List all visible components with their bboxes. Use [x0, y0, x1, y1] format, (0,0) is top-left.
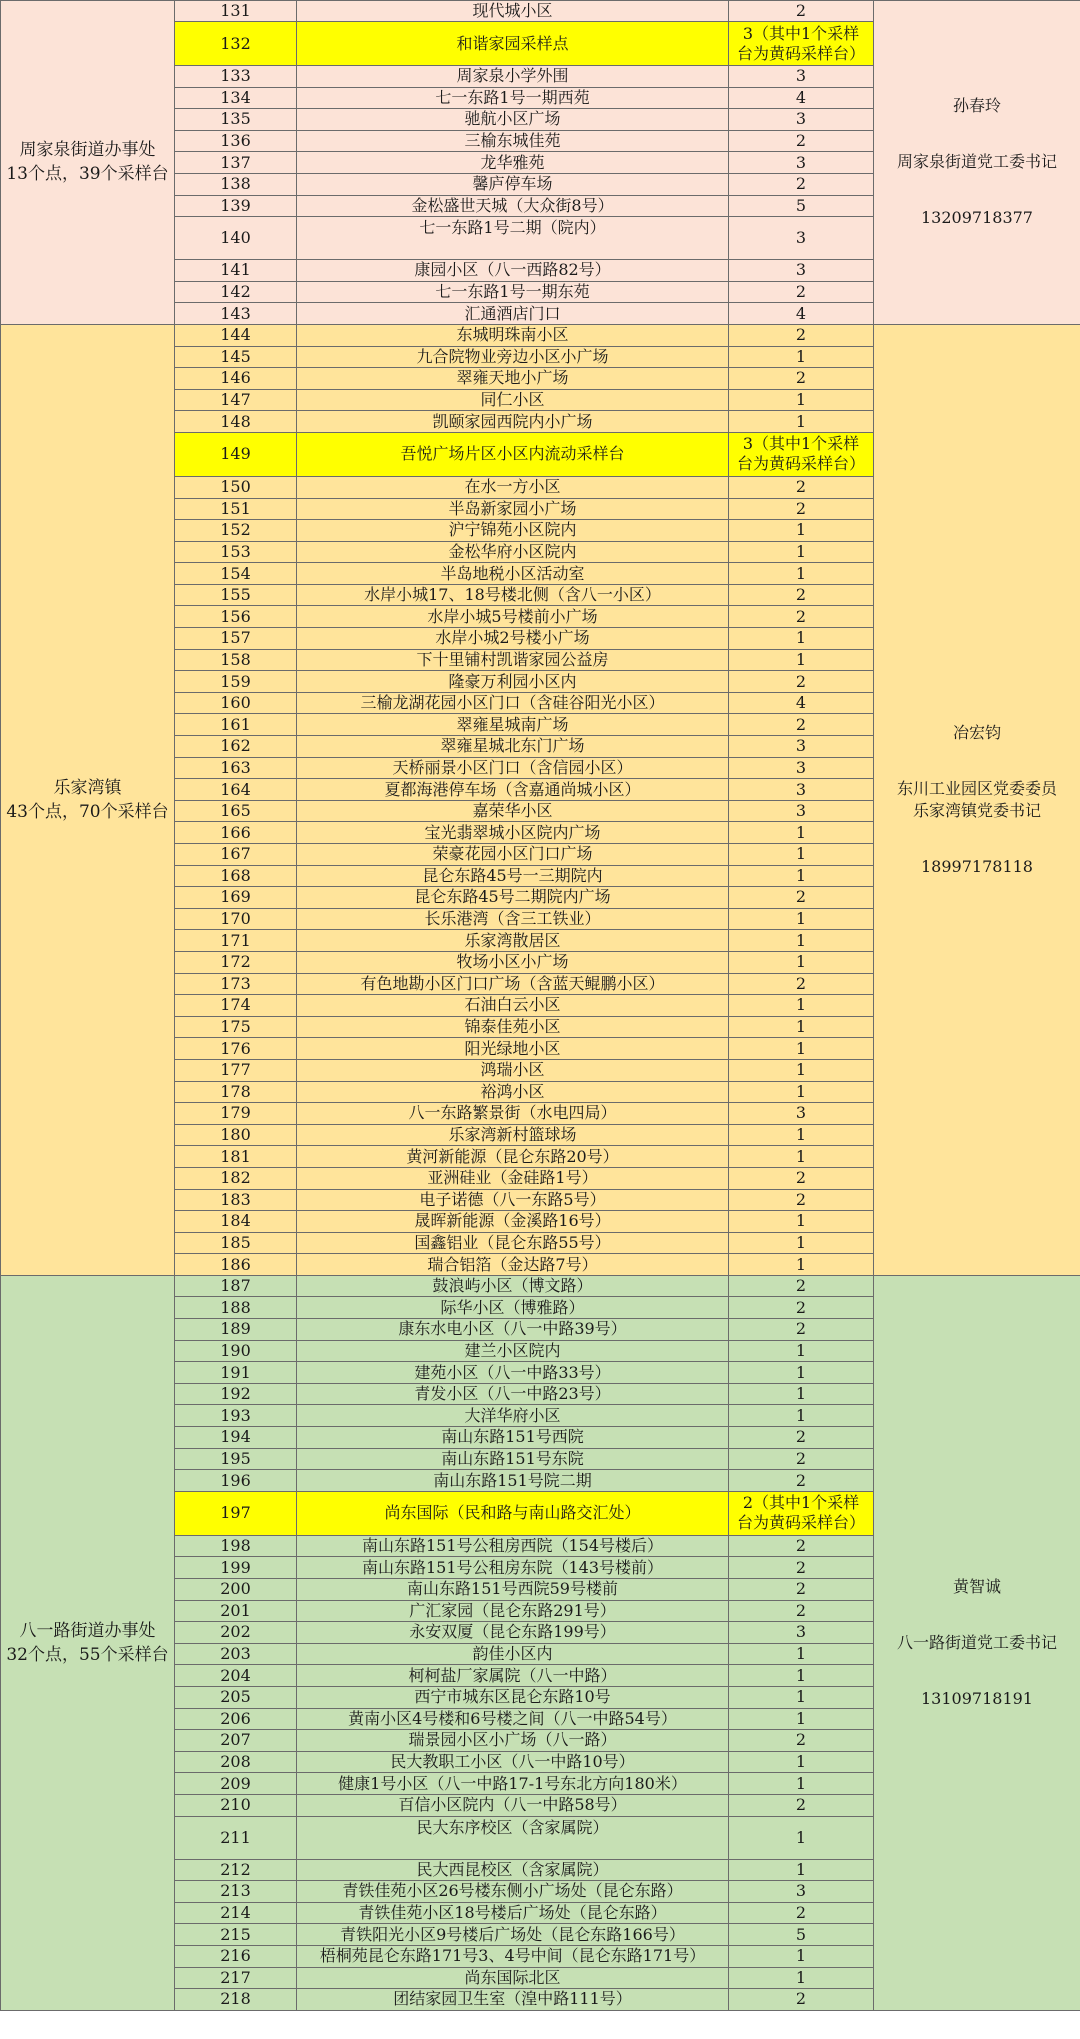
- station-count: 5: [729, 195, 874, 217]
- row-number: 203: [175, 1643, 297, 1665]
- station-count: 1: [729, 844, 874, 866]
- station-count: 2: [729, 1902, 874, 1924]
- site-name: 鼓浪屿小区（博文路）: [297, 1275, 729, 1297]
- station-count: 3: [729, 217, 874, 260]
- site-name: 南山东路151号院二期: [297, 1470, 729, 1492]
- station-count: 3: [729, 152, 874, 174]
- site-name: 乐家湾散居区: [297, 930, 729, 952]
- site-name: 半岛地税小区活动室: [297, 563, 729, 585]
- row-number: 133: [175, 66, 297, 88]
- site-name: 青铁阳光小区9号楼后广场处（昆仑东路166号）: [297, 1924, 729, 1946]
- site-name: 团结家园卫生室（湟中路111号）: [297, 1989, 729, 2011]
- station-count: 1: [729, 1708, 874, 1730]
- site-name: 汇通酒店门口: [297, 303, 729, 325]
- station-count: 1: [729, 822, 874, 844]
- station-count: 1: [729, 1816, 874, 1859]
- station-count: 3（其中1个采样台为黄码采样台）: [729, 22, 874, 66]
- station-count: 3: [729, 1622, 874, 1644]
- station-count: 1: [729, 1232, 874, 1254]
- row-number: 168: [175, 865, 297, 887]
- station-count: 1: [729, 1859, 874, 1881]
- site-name: 半岛新家园小广场: [297, 498, 729, 520]
- site-name: 健康1号小区（八一中路17-1号东北方向180米）: [297, 1773, 729, 1795]
- station-count: 4: [729, 303, 874, 325]
- station-count: 3: [729, 779, 874, 801]
- row-number: 201: [175, 1600, 297, 1622]
- site-name: 南山东路151号西院59号楼前: [297, 1579, 729, 1601]
- site-name: 永安双厦（昆仑东路199号）: [297, 1622, 729, 1644]
- site-name: 锦泰佳苑小区: [297, 1016, 729, 1038]
- row-number: 148: [175, 411, 297, 433]
- station-count: 1: [729, 951, 874, 973]
- station-count: 2: [729, 1730, 874, 1752]
- row-number: 210: [175, 1794, 297, 1816]
- station-count: 1: [729, 411, 874, 433]
- row-number: 191: [175, 1362, 297, 1384]
- site-name: 南山东路151号公租房东院（143号楼前）: [297, 1557, 729, 1579]
- contact-cell: [874, 324, 1080, 1275]
- site-name: 尚东国际北区: [297, 1967, 729, 1989]
- row-number: 183: [175, 1189, 297, 1211]
- site-name: 阳光绿地小区: [297, 1038, 729, 1060]
- row-number: 190: [175, 1340, 297, 1362]
- row-number: 137: [175, 152, 297, 174]
- station-count: 2: [729, 324, 874, 346]
- contact-name: 冶宏钧: [952, 722, 1001, 742]
- station-count: 1: [729, 346, 874, 368]
- row-number: 200: [175, 1579, 297, 1601]
- site-name: 有色地勘小区门口广场（含蓝天鲲鹏小区）: [297, 973, 729, 995]
- row-number: 146: [175, 368, 297, 390]
- station-count: 2: [729, 130, 874, 152]
- row-number: 131: [175, 1, 297, 22]
- row-number: 149: [175, 432, 297, 476]
- contact-phone: 13209718377: [921, 208, 1033, 228]
- row-number: 218: [175, 1989, 297, 2011]
- site-name: 金松华府小区院内: [297, 541, 729, 563]
- station-count: 1: [729, 1081, 874, 1103]
- site-name: 周家泉小学外围: [297, 66, 729, 88]
- station-count: 2: [729, 173, 874, 195]
- station-count: 1: [729, 520, 874, 542]
- site-name: 青铁佳苑小区26号楼东侧小广场处（昆仑东路）: [297, 1881, 729, 1903]
- row-number: 161: [175, 714, 297, 736]
- row-number: 214: [175, 1902, 297, 1924]
- station-count: 2: [729, 1579, 874, 1601]
- row-number: 184: [175, 1211, 297, 1233]
- site-name: 际华小区（博雅路）: [297, 1297, 729, 1319]
- row-number: 187: [175, 1275, 297, 1297]
- station-count: 3: [729, 736, 874, 758]
- row-number: 169: [175, 887, 297, 909]
- station-count: 1: [729, 1211, 874, 1233]
- row-number: 135: [175, 109, 297, 131]
- table-body: [1, 1, 1080, 2011]
- site-name: 金松盛世天城（大众街8号）: [297, 195, 729, 217]
- station-count: 3: [729, 757, 874, 779]
- row-number: 150: [175, 476, 297, 498]
- site-name: 三榆龙湖花园小区门口（含硅谷阳光小区）: [297, 692, 729, 714]
- site-name: 龙华雅苑: [297, 152, 729, 174]
- site-name: 七一东路1号一期西苑: [297, 87, 729, 109]
- station-count: 2: [729, 584, 874, 606]
- station-count: 4: [729, 692, 874, 714]
- station-count: 2: [729, 1167, 874, 1189]
- row-number: 140: [175, 217, 297, 260]
- site-name: 民大东序校区（含家属院）: [297, 1816, 729, 1859]
- row-number: 175: [175, 1016, 297, 1038]
- station-count: 1: [729, 1016, 874, 1038]
- site-name: 韵佳小区内: [297, 1643, 729, 1665]
- station-count: 1: [729, 1751, 874, 1773]
- row-number: 198: [175, 1535, 297, 1557]
- row-number: 154: [175, 563, 297, 585]
- station-count: 1: [729, 1146, 874, 1168]
- contact-title-line-2: 乐家湾镇党委书记: [912, 800, 1041, 820]
- station-count: 1: [729, 930, 874, 952]
- station-count: 1: [729, 1643, 874, 1665]
- row-number: 167: [175, 844, 297, 866]
- site-name: 柯柯盐厂家属院（八一中路）: [297, 1665, 729, 1687]
- site-name: 翠雍星城南广场: [297, 714, 729, 736]
- row-number: 188: [175, 1297, 297, 1319]
- row-number: 194: [175, 1427, 297, 1449]
- row-number: 207: [175, 1730, 297, 1752]
- row-number: 159: [175, 671, 297, 693]
- row-number: 136: [175, 130, 297, 152]
- station-count: 1: [729, 1362, 874, 1384]
- station-count: 2（其中1个采样台为黄码采样台）: [729, 1491, 874, 1535]
- site-name: 南山东路151号东院: [297, 1448, 729, 1470]
- site-name: 凯颐家园西院内小广场: [297, 411, 729, 433]
- station-count: 1: [729, 389, 874, 411]
- row-number: 164: [175, 779, 297, 801]
- station-count: 1: [729, 995, 874, 1017]
- row-number: 192: [175, 1383, 297, 1405]
- station-count: 1: [729, 628, 874, 650]
- group-name: 八一路街道办事处: [19, 1620, 156, 1641]
- station-count: 2: [729, 606, 874, 628]
- row-number: 171: [175, 930, 297, 952]
- station-count: 1: [729, 563, 874, 585]
- site-name: 沪宁锦苑小区院内: [297, 520, 729, 542]
- contact-title: 周家泉街道党工委书记: [896, 152, 1057, 172]
- station-count: 2: [729, 887, 874, 909]
- site-name: 南山东路151号西院: [297, 1427, 729, 1449]
- site-name: 建苑小区（八一中路33号）: [297, 1362, 729, 1384]
- station-count: 1: [729, 1124, 874, 1146]
- row-number: 132: [175, 22, 297, 66]
- site-name: 昆仑东路45号一三期院内: [297, 865, 729, 887]
- row-number: 166: [175, 822, 297, 844]
- group-name: 乐家湾镇: [53, 777, 122, 798]
- site-name: 亚洲硅业（金硅路1号）: [297, 1167, 729, 1189]
- site-name: 裕鸿小区: [297, 1081, 729, 1103]
- site-name: 翠雍星城北东门广场: [297, 736, 729, 758]
- station-count: 1: [729, 1686, 874, 1708]
- contact-phone: 18997178118: [921, 856, 1033, 876]
- row-number: 157: [175, 628, 297, 650]
- site-name: 梧桐苑昆仑东路171号3、4号中间（昆仑东路171号）: [297, 1945, 729, 1967]
- row-number: 182: [175, 1167, 297, 1189]
- site-name: 瑞景园小区小广场（八一路）: [297, 1730, 729, 1752]
- station-count: 2: [729, 1470, 874, 1492]
- station-count: 1: [729, 1405, 874, 1427]
- row-number: 206: [175, 1708, 297, 1730]
- row-number: 139: [175, 195, 297, 217]
- station-count: 2: [729, 1557, 874, 1579]
- row-number: 204: [175, 1665, 297, 1687]
- station-count: 2: [729, 714, 874, 736]
- site-name: 石油白云小区: [297, 995, 729, 1017]
- row-number: 153: [175, 541, 297, 563]
- site-name: 鸿瑞小区: [297, 1059, 729, 1081]
- row-number: 196: [175, 1470, 297, 1492]
- station-count: 2: [729, 1794, 874, 1816]
- row-number: 134: [175, 87, 297, 109]
- station-count: 2: [729, 1189, 874, 1211]
- site-name: 电子诺德（八一东路5号）: [297, 1189, 729, 1211]
- site-name: 黄南小区4号楼和6号楼之间（八一中路54号）: [297, 1708, 729, 1730]
- row-number: 211: [175, 1816, 297, 1859]
- row-number: 155: [175, 584, 297, 606]
- row-number: 145: [175, 346, 297, 368]
- contact-title-line-1: 东川工业园区党委委员: [896, 778, 1057, 798]
- site-name: 翠雍天地小广场: [297, 368, 729, 390]
- site-name: 九合院物业旁边小区小广场: [297, 346, 729, 368]
- station-count: 2: [729, 281, 874, 303]
- station-count: 1: [729, 1773, 874, 1795]
- row-number: 173: [175, 973, 297, 995]
- station-count: 1: [729, 1945, 874, 1967]
- station-count: 2: [729, 1, 874, 22]
- site-name: 东城明珠南小区: [297, 324, 729, 346]
- station-count: 1: [729, 908, 874, 930]
- row-number: 199: [175, 1557, 297, 1579]
- group-summary: 13个点，39个采样台: [6, 164, 169, 185]
- site-name: 国鑫铝业（昆仑东路55号）: [297, 1232, 729, 1254]
- row-number: 156: [175, 606, 297, 628]
- station-count: 2: [729, 1989, 874, 2011]
- row-number: 138: [175, 173, 297, 195]
- row-number: 151: [175, 498, 297, 520]
- row-number: 180: [175, 1124, 297, 1146]
- row-number: 202: [175, 1622, 297, 1644]
- row-number: 147: [175, 389, 297, 411]
- site-name: 瑞合铝箔（金达路7号）: [297, 1254, 729, 1276]
- row-number: 189: [175, 1319, 297, 1341]
- station-count: 1: [729, 541, 874, 563]
- row-number: 144: [175, 324, 297, 346]
- station-count: 1: [729, 1254, 874, 1276]
- group-cell: [1, 324, 175, 1275]
- row-number: 197: [175, 1491, 297, 1535]
- site-name: 康园小区（八一西路82号）: [297, 260, 729, 282]
- site-name: 黄河新能源（昆仑东路20号）: [297, 1146, 729, 1168]
- site-name: 馨庐停车场: [297, 173, 729, 195]
- site-name: 昆仑东路45号二期院内广场: [297, 887, 729, 909]
- site-name: 三榆东城佳苑: [297, 130, 729, 152]
- site-name: 隆豪万利园小区内: [297, 671, 729, 693]
- site-name: 荣豪花园小区门口广场: [297, 844, 729, 866]
- contact-cell: [874, 1275, 1080, 2010]
- row-number: 185: [175, 1232, 297, 1254]
- row-number: 213: [175, 1881, 297, 1903]
- row-number: 162: [175, 736, 297, 758]
- row-number: 160: [175, 692, 297, 714]
- row-number: 195: [175, 1448, 297, 1470]
- site-name: 吾悦广场片区小区内流动采样台: [297, 432, 729, 476]
- station-count: 2: [729, 1427, 874, 1449]
- site-name: 水岸小城17、18号楼北侧（含八一小区）: [297, 584, 729, 606]
- site-name: 和谐家园采样点: [297, 22, 729, 66]
- station-count: 3: [729, 1103, 874, 1125]
- station-count: 2: [729, 1600, 874, 1622]
- station-count: 2: [729, 1448, 874, 1470]
- station-count: 5: [729, 1924, 874, 1946]
- station-count: 3: [729, 109, 874, 131]
- site-name: 民大西昆校区（含家属院）: [297, 1859, 729, 1881]
- row-number: 217: [175, 1967, 297, 1989]
- station-count: 3: [729, 800, 874, 822]
- site-name: 下十里铺村凯谐家园公益房: [297, 649, 729, 671]
- site-name: 天桥丽景小区门口（含信园小区）: [297, 757, 729, 779]
- station-count: 1: [729, 1059, 874, 1081]
- site-name: 广汇家园（昆仑东路291号）: [297, 1600, 729, 1622]
- site-name: 西宁市城东区昆仑东路10号: [297, 1686, 729, 1708]
- station-count: 1: [729, 865, 874, 887]
- row-number: 152: [175, 520, 297, 542]
- station-count: 2: [729, 1319, 874, 1341]
- row-number: 215: [175, 1924, 297, 1946]
- group-cell: [1, 1, 175, 325]
- site-name: 长乐港湾（含三工铁业）: [297, 908, 729, 930]
- station-count: 3（其中1个采样台为黄码采样台）: [729, 432, 874, 476]
- site-name: 嘉荣华小区: [297, 800, 729, 822]
- site-name: 现代城小区: [297, 1, 729, 22]
- site-name: 乐家湾新村篮球场: [297, 1124, 729, 1146]
- row-number: 181: [175, 1146, 297, 1168]
- station-count: 3: [729, 1881, 874, 1903]
- site-name: 夏都海港停车场（含嘉通尚城小区）: [297, 779, 729, 801]
- station-count: 4: [729, 87, 874, 109]
- site-name: 水岸小城2号楼小广场: [297, 628, 729, 650]
- site-name: 民大教职工小区（八一中路10号）: [297, 1751, 729, 1773]
- table-row: [1, 1275, 1080, 1297]
- group-name: 周家泉街道办事处: [19, 140, 156, 161]
- row-number: 177: [175, 1059, 297, 1081]
- site-name: 八一东路繁景街（水电四局）: [297, 1103, 729, 1125]
- site-name: 晟晖新能源（金溪路16号）: [297, 1211, 729, 1233]
- row-number: 216: [175, 1945, 297, 1967]
- station-count: 2: [729, 476, 874, 498]
- group-cell: [1, 1275, 175, 2010]
- row-number: 193: [175, 1405, 297, 1427]
- group-summary: 43个点，70个采样台: [6, 801, 169, 822]
- site-name: 康东水电小区（八一中路39号）: [297, 1319, 729, 1341]
- row-number: 170: [175, 908, 297, 930]
- station-count: 2: [729, 368, 874, 390]
- table-row: [1, 1, 1080, 22]
- site-name: 水岸小城5号楼前小广场: [297, 606, 729, 628]
- station-count: 2: [729, 671, 874, 693]
- row-number: 176: [175, 1038, 297, 1060]
- station-count: 2: [729, 1297, 874, 1319]
- site-name: 七一东路1号一期东苑: [297, 281, 729, 303]
- contact-cell: [874, 1, 1080, 325]
- station-count: 2: [729, 973, 874, 995]
- site-name: 宝光翡翠城小区院内广场: [297, 822, 729, 844]
- station-count: 1: [729, 649, 874, 671]
- row-number: 212: [175, 1859, 297, 1881]
- station-count: 2: [729, 498, 874, 520]
- station-count: 1: [729, 1665, 874, 1687]
- site-name: 牧场小区小广场: [297, 951, 729, 973]
- station-count: 1: [729, 1383, 874, 1405]
- row-number: 172: [175, 951, 297, 973]
- row-number: 174: [175, 995, 297, 1017]
- site-name: 在水一方小区: [297, 476, 729, 498]
- site-name: 青发小区（八一中路23号）: [297, 1383, 729, 1405]
- contact-title: 八一路街道党工委书记: [896, 1632, 1057, 1652]
- table-row: [1, 324, 1080, 346]
- row-number: 143: [175, 303, 297, 325]
- row-number: 165: [175, 800, 297, 822]
- row-number: 163: [175, 757, 297, 779]
- site-name: 百信小区院内（八一中路58号）: [297, 1794, 729, 1816]
- station-count: 1: [729, 1967, 874, 1989]
- site-name: 建兰小区院内: [297, 1340, 729, 1362]
- station-count: 3: [729, 260, 874, 282]
- group-summary: 32个点，55个采样台: [6, 1644, 169, 1665]
- row-number: 141: [175, 260, 297, 282]
- site-name: 驰航小区广场: [297, 109, 729, 131]
- station-count: 2: [729, 1275, 874, 1297]
- station-count: 3: [729, 66, 874, 88]
- row-number: 179: [175, 1103, 297, 1125]
- row-number: 178: [175, 1081, 297, 1103]
- site-name: 尚东国际（民和路与南山路交汇处）: [297, 1491, 729, 1535]
- row-number: 142: [175, 281, 297, 303]
- station-count: 2: [729, 1535, 874, 1557]
- row-number: 158: [175, 649, 297, 671]
- row-number: 186: [175, 1254, 297, 1276]
- site-name: 大洋华府小区: [297, 1405, 729, 1427]
- contact-name: 孙春玲: [952, 96, 1001, 116]
- contact-phone: 13109718191: [921, 1688, 1033, 1708]
- site-name: 南山东路151号公租房西院（154号楼后）: [297, 1535, 729, 1557]
- site-name: 七一东路1号二期（院内）: [297, 217, 729, 260]
- contact-name: 黄智诚: [952, 1576, 1001, 1596]
- row-number: 205: [175, 1686, 297, 1708]
- row-number: 209: [175, 1773, 297, 1795]
- site-name: 同仁小区: [297, 389, 729, 411]
- station-count: 1: [729, 1340, 874, 1362]
- row-number: 208: [175, 1751, 297, 1773]
- station-count: 1: [729, 1038, 874, 1060]
- site-name: 青铁佳苑小区18号楼后广场处（昆仑东路）: [297, 1902, 729, 1924]
